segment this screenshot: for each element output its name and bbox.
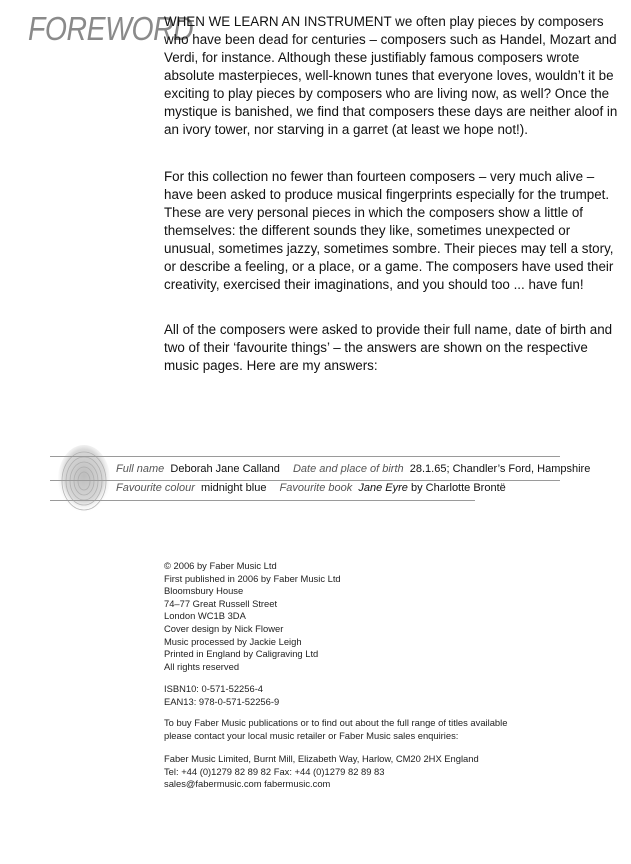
imprint-line: First published in 2006 by Faber Music Ltd xyxy=(164,572,341,584)
paragraph-text: we often play pieces by composers who have been dead for centuries – composers such as Handel, Mozart and Verdi, for instance. Although these justifiably famous composers wrote absolute masterpieces, well-known tunes that everyone loves, wouldn’t it be exciting to play pieces by composers who are living now, as well? Once the mystique is banished, we find that composers these days are neither aloof in an ivory tower, nor starving in a garret (at least we hope not!). xyxy=(164,14,618,137)
imprint-line: Cover design by Nick Flower xyxy=(164,622,284,634)
paragraph-text: All of the composers were asked to provide their full name, date of birth and two of their ‘favourite things’ – the answers are shown on the respective music pages. Here are my answers: xyxy=(164,322,613,373)
imprint-line: All rights reserved xyxy=(164,660,240,672)
imprint-line: London WC1B 3DA xyxy=(164,610,246,622)
imprint-line: Music processed by Jackie Leigh xyxy=(164,635,302,647)
profile-line-1 xyxy=(116,463,590,475)
foreword-paragraph-2 xyxy=(164,168,622,294)
purchase-line: To buy Faber Music publications or to find out about the full range of titles available xyxy=(164,717,508,728)
imprint-line: Bloomsbury House xyxy=(164,585,244,597)
profile-line-2 xyxy=(116,482,506,494)
imprint-line: Printed in England by Caligraving Ltd xyxy=(164,648,319,660)
divider xyxy=(50,500,475,501)
isbn-block xyxy=(164,683,604,708)
page-title: FOREWORD xyxy=(28,10,194,47)
book-title: Jane Eyre xyxy=(358,482,408,494)
imprint-block xyxy=(164,560,604,673)
address: Faber Music Limited, Burnt Mill, Elizabeth Way, Harlow, CM20 2HX England xyxy=(164,753,479,764)
imprint-line: 74–77 Great Russell Street xyxy=(164,597,278,609)
phone-fax: Tel: +44 (0)1279 82 89 82 Fax: +44 (0)1279 82 89 83 xyxy=(164,765,385,777)
birth-value: 28.1.65; Chandler’s Ford, Hampshire xyxy=(409,463,591,475)
imprint-line: © 2006 by Faber Music Ltd xyxy=(164,560,277,571)
contact-block xyxy=(164,753,604,791)
full-name-label: Full name xyxy=(116,463,165,475)
foreword-paragraph-3 xyxy=(164,321,622,375)
divider xyxy=(50,480,560,481)
colour-value: midnight blue xyxy=(201,482,267,494)
paragraph-text: For this collection no fewer than fourteen composers – very much alive – have been asked to produce musical fingerprints especially for the trumpet. These are very personal pieces in which the composers show a little of themselves: the different sounds they like, sometimes unexpected or unusual, sometimes jazzy, sometimes sombre. Their pieces may tell a story, or describe a feeling, or a place, or a game. The composers have used their creativity, exercised their imaginations, and you should too ... have fun! xyxy=(164,169,614,292)
ean13: EAN13: 978-0-571-52256-9 xyxy=(164,695,280,707)
book-label: Favourite book xyxy=(279,482,353,494)
isbn10: ISBN10: 0-571-52256-4 xyxy=(164,683,264,694)
full-name-value: Deborah Jane Calland xyxy=(170,463,280,475)
purchase-line: please contact your local music retailer or Faber Music sales enquiries: xyxy=(164,729,459,741)
book-author: by Charlotte Brontë xyxy=(407,482,506,494)
paragraph-lead: WHEN WE LEARN AN INSTRUMENT xyxy=(164,14,392,29)
colour-label: Favourite colour xyxy=(116,482,195,494)
purchase-info xyxy=(164,717,604,742)
email-website: sales@fabermusic.com fabermusic.com xyxy=(164,778,331,790)
birth-label: Date and place of birth xyxy=(292,463,404,475)
foreword-paragraph-1 xyxy=(164,13,622,139)
divider xyxy=(50,456,560,457)
